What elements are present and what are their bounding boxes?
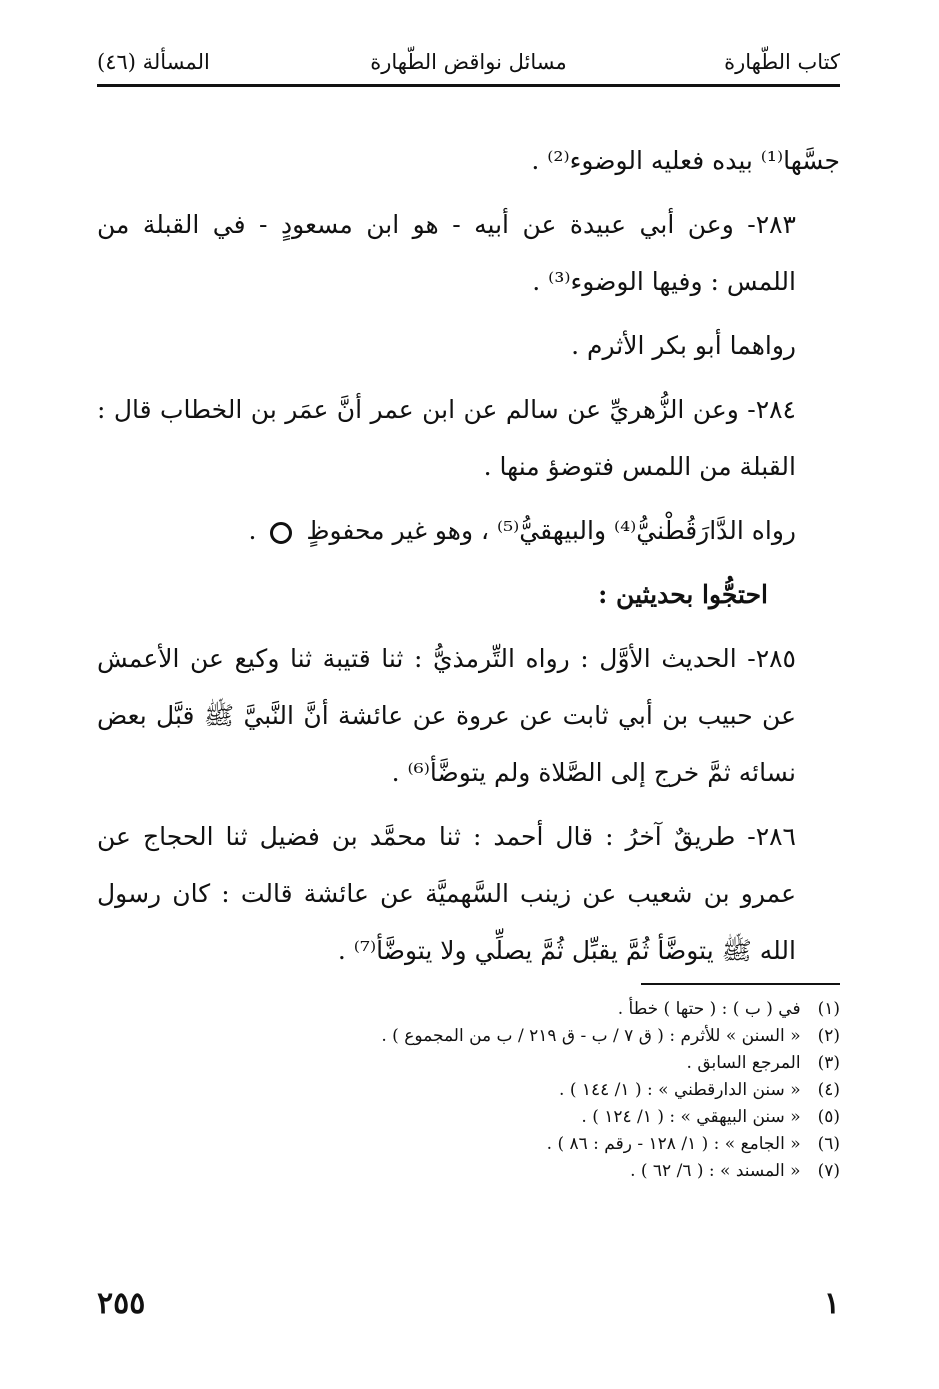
footnote-item	[97, 1077, 840, 1104]
footnote-text: « السنن » للأثرم : ( ق ٧ / ب - ق ٢١٩ / ب من المجموع ) .	[381, 1026, 801, 1046]
page-number: ٢٥٥	[97, 1286, 146, 1321]
footnote-item	[97, 1131, 840, 1158]
daraqutni-note-text: رواه الدَّارَقُطْنيُّ⁽⁴⁾ والبيهقيُّ⁽⁵⁾ ، وهو غير محفوظٍ	[306, 516, 796, 545]
header-chapter-title: مسائل نواقض الطّهارة	[370, 50, 567, 74]
paragraph-narrators-athram: رواهما أبو بكر الأثرم .	[571, 331, 796, 360]
main-text	[97, 132, 840, 979]
footnote-text: « الجامع » : ( ١/ ١٢٨ - رقم : ٨٦ ) .	[546, 1134, 801, 1154]
daraqutni-note-period: .	[248, 516, 257, 545]
paragraph-hadith-286: ٢٨٦- طريقٌ آخرُ : قال أحمد : ثنا محمَّد بن فضيل ثنا الحجاج عن عمرو بن شعيب عن زينب السَّهميَّة عن عائشة قالت : كان رسول الله ﷺ يتوضَّأ ثُمَّ يقبِّل ثُمَّ يصلِّي ولا يتوضَّأ⁽⁷⁾ .	[97, 822, 796, 965]
footnote-text: في ( ب ) : ( حتها ) خطأ .	[617, 999, 801, 1019]
footnotes	[97, 996, 840, 1185]
footnote-number: (٤)	[817, 1080, 840, 1100]
header-book-title: كتاب الطّهارة	[724, 50, 840, 74]
footnote-text: « سنن البيهقي » : ( ١/ ١٢٤ ) .	[581, 1107, 801, 1127]
footnote-number: (٧)	[817, 1161, 840, 1181]
footnote-number: (٦)	[817, 1134, 840, 1154]
page-footer	[97, 1286, 840, 1336]
footnote-item	[97, 1158, 840, 1185]
footnote-text: المرجع السابق .	[686, 1053, 801, 1073]
header-issue-number: المسألة (٤٦)	[97, 50, 210, 74]
footnote-separator	[641, 983, 840, 985]
running-header	[97, 44, 840, 87]
ornament-circle-icon	[270, 522, 292, 544]
paragraph-continuation: جسَّها⁽¹⁾ بيده فعليه الوضوء⁽²⁾ .	[531, 146, 840, 175]
signature-mark: ١	[823, 1286, 840, 1321]
footnote-number: (٢)	[817, 1026, 840, 1046]
footnote-item	[97, 996, 840, 1023]
footnote-item	[97, 1104, 840, 1131]
footnote-item	[97, 1050, 840, 1077]
footnote-number: (٥)	[817, 1107, 840, 1127]
paragraph-hadith-283: ٢٨٣- وعن أبي عبيدة عن أبيه - هو ابن مسعودٍ - في القبلة من اللمس : وفيها الوضوء⁽³⁾ .	[97, 210, 796, 296]
paragraph-daraqutni-note	[97, 502, 840, 559]
paragraph-hadith-284: ٢٨٤- وعن الزُّهريِّ عن سالم عن ابن عمر أنَّ عمَر بن الخطاب قال : القبلة من اللمس فتوضؤ منها .	[97, 395, 796, 481]
paragraph-hadith-285: ٢٨٥- الحديث الأوَّل : رواه التِّرمذيُّ : ثنا قتيبة ثنا وكيع عن الأعمش عن حبيب بن أبي ثابت عن عروة عن عائشة أنَّ النَّبيَّ ﷺ قبَّل بعض نسائه ثمَّ خرج إلى الصَّلاة ولم يتوضَّأ⁽⁶⁾ .	[97, 644, 796, 787]
footnote-item	[97, 1023, 840, 1050]
footnote-text: « سنن الدارقطني » : ( ١/ ١٤٤ ) .	[559, 1080, 801, 1100]
footnote-number: (١)	[817, 999, 840, 1019]
footnote-number: (٣)	[817, 1053, 840, 1073]
section-heading: احتجُّوا بحديثين :	[598, 580, 768, 609]
footnote-text: « المسند » : ( ٦/ ٦٢ ) .	[630, 1161, 801, 1181]
